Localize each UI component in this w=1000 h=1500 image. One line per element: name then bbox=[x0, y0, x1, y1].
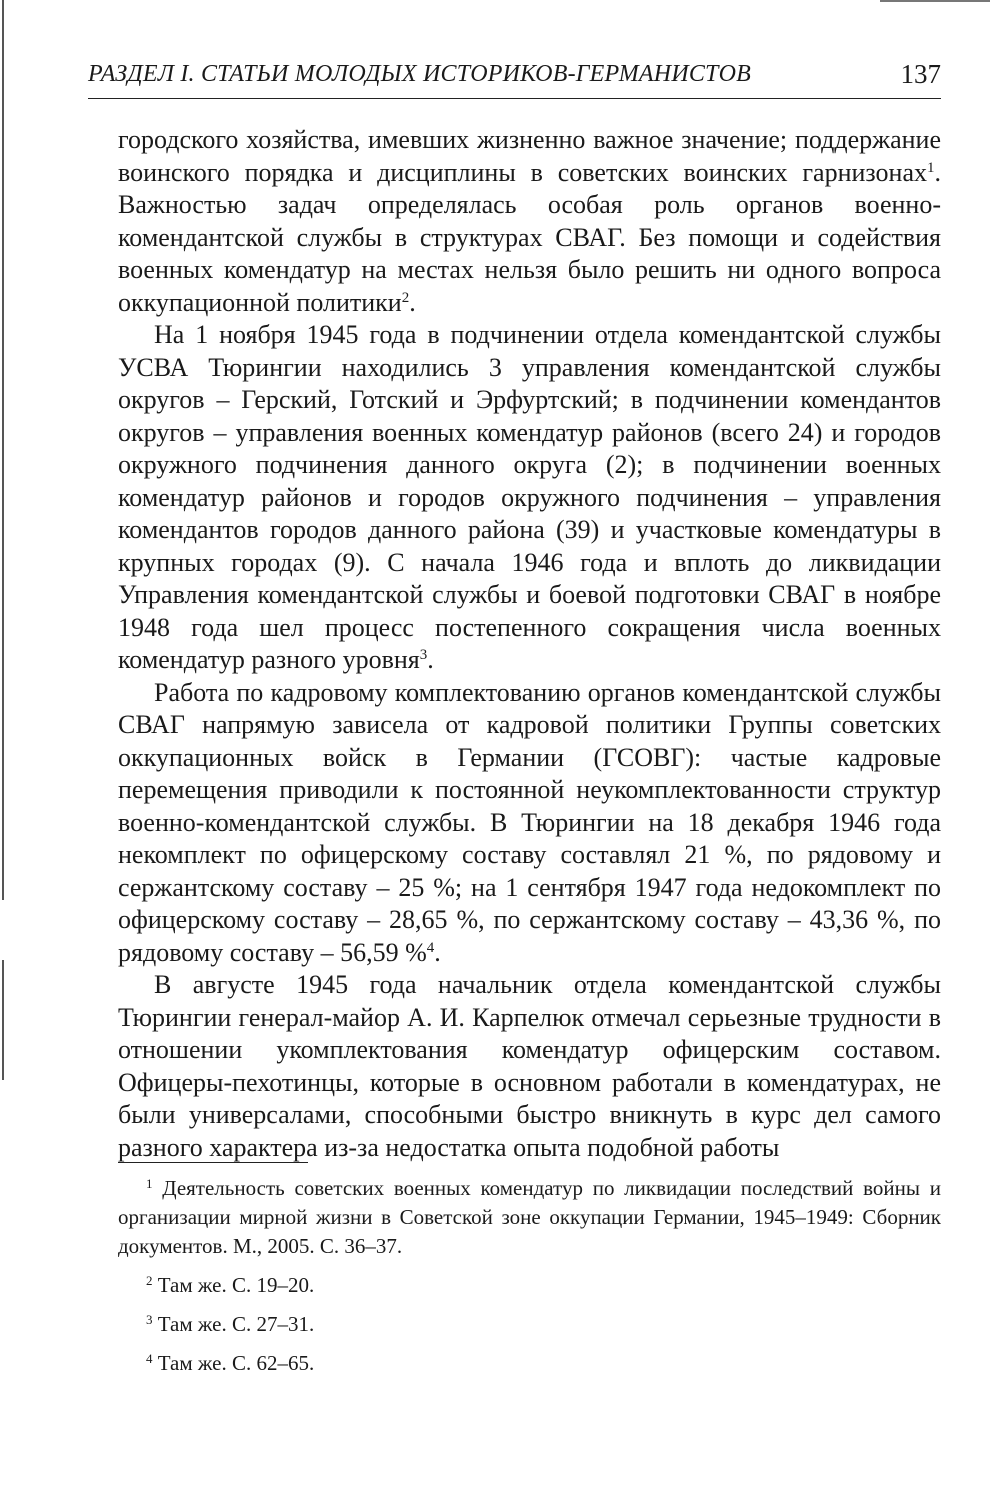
text-run: . bbox=[427, 645, 434, 674]
text-run: Работа по кадровому комплектованию органов комендантской службы СВАГ напрямую зависела от кадровой политики Группы советских оккупационных войск в Германии (ГСОВГ): частые кадровые перемещения приводили к постоянной неукомплектованности структур военно-комендантской службы. В Тюрингии на 18 декабря 1946 года некомплект по офицерскому составу составлял 21 %, по рядовому и сержантскому составу – 25 %; на 1 сентября 1947 года недокомплект по офицерскому составу – 28,65 %, по сержантскому составу – 43,36 %, по рядовому составу – 56,59 % bbox=[118, 677, 941, 967]
page-number: 137 bbox=[900, 59, 941, 89]
footnote-text: Там же. С. 62–65. bbox=[157, 1351, 315, 1375]
footnote-4 bbox=[118, 1349, 941, 1378]
running-header-title: РАЗДЕЛ I. СТАТЬИ МОЛОДЫХ ИСТОРИКОВ-ГЕРМАНИСТОВ bbox=[88, 61, 752, 87]
footnote-number: 4 bbox=[146, 1351, 153, 1366]
paragraph-3 bbox=[118, 677, 941, 970]
body-text bbox=[118, 124, 941, 1164]
footnote-2 bbox=[118, 1271, 941, 1300]
text-run: . bbox=[409, 287, 416, 317]
page-binding-edge bbox=[2, 0, 4, 1500]
footnote-ref: 2 bbox=[401, 289, 410, 306]
text-run: В августе 1945 года начальник отдела комендантской службы Тюрингии генерал-майор А. И. Карпелюк отмечал серьезные трудности в отношении укомплектования комендатур офицерским составом. Офицеры-пехотинцы, которые в основном работали в комендатурах, не были универсалами, способными быстро вникнуть в курс дел самого разного характера из-за недостатка опыта подобной работы bbox=[118, 970, 941, 1162]
text-run: . bbox=[434, 937, 441, 967]
footnote-ref: 1 bbox=[927, 159, 935, 176]
footnote-number: 2 bbox=[146, 1273, 153, 1288]
paragraph-4 bbox=[118, 969, 941, 1164]
paragraph-1 bbox=[118, 124, 941, 319]
text-run: На 1 ноября 1945 года в подчинении отдела комендантской службы УСВА Тюрингии находились 3 управления комендантской службы округов – Герский, Готский и Эрфуртский; в подчинении комендантов округов – управления военных комендатур районов (всего 24) и городов окружного подчинения данного округа (2); в подчинении военных комендатур районов и городов окружного подчинения – управления комендантов городов данного района (39) и участковые комендатуры в крупных городах (9). С начала 1946 года и вплоть до ликвидации Управления комендантской службы и боевой подготовки СВАГ в ноябре 1948 года шел процесс постепенного сокращения числа военных комендатур разного уровня bbox=[118, 320, 941, 674]
scan-top-mark bbox=[880, 0, 990, 2]
text-run: . Важностью задач определялась особая роль органов военно-комендантской службы в структурах СВАГ. Без помощи и содействия военных комендатур на местах нельзя было решить ни одного вопроса оккупационной политики bbox=[118, 157, 941, 317]
running-header bbox=[88, 58, 941, 99]
footnote-1 bbox=[118, 1174, 941, 1261]
footnote-ref: 4 bbox=[426, 939, 435, 956]
footnote-number: 3 bbox=[146, 1312, 153, 1327]
footnote-separator bbox=[118, 1162, 308, 1163]
footnote-ref: 3 bbox=[419, 647, 428, 663]
footnote-number: 1 bbox=[146, 1176, 153, 1191]
footnote-text: Там же. С. 19–20. bbox=[157, 1273, 315, 1297]
footnote-3 bbox=[118, 1310, 941, 1339]
footnotes bbox=[118, 1174, 941, 1388]
footnote-text: Деятельность советских военных комендатур по ликвидации последствий войны и организации мирной жизни в Советской зоне оккупации Германии, 1945–1949: Сборник документов. М., 2005. С. 36–37. bbox=[118, 1176, 941, 1258]
footnote-text: Там же. С. 27–31. bbox=[157, 1312, 315, 1336]
text-run: городского хозяйства, имевших жизненно важное значение; поддержание воинского порядка и дисциплины в советских воинских гарнизонах bbox=[118, 125, 941, 187]
paragraph-2 bbox=[118, 319, 941, 677]
